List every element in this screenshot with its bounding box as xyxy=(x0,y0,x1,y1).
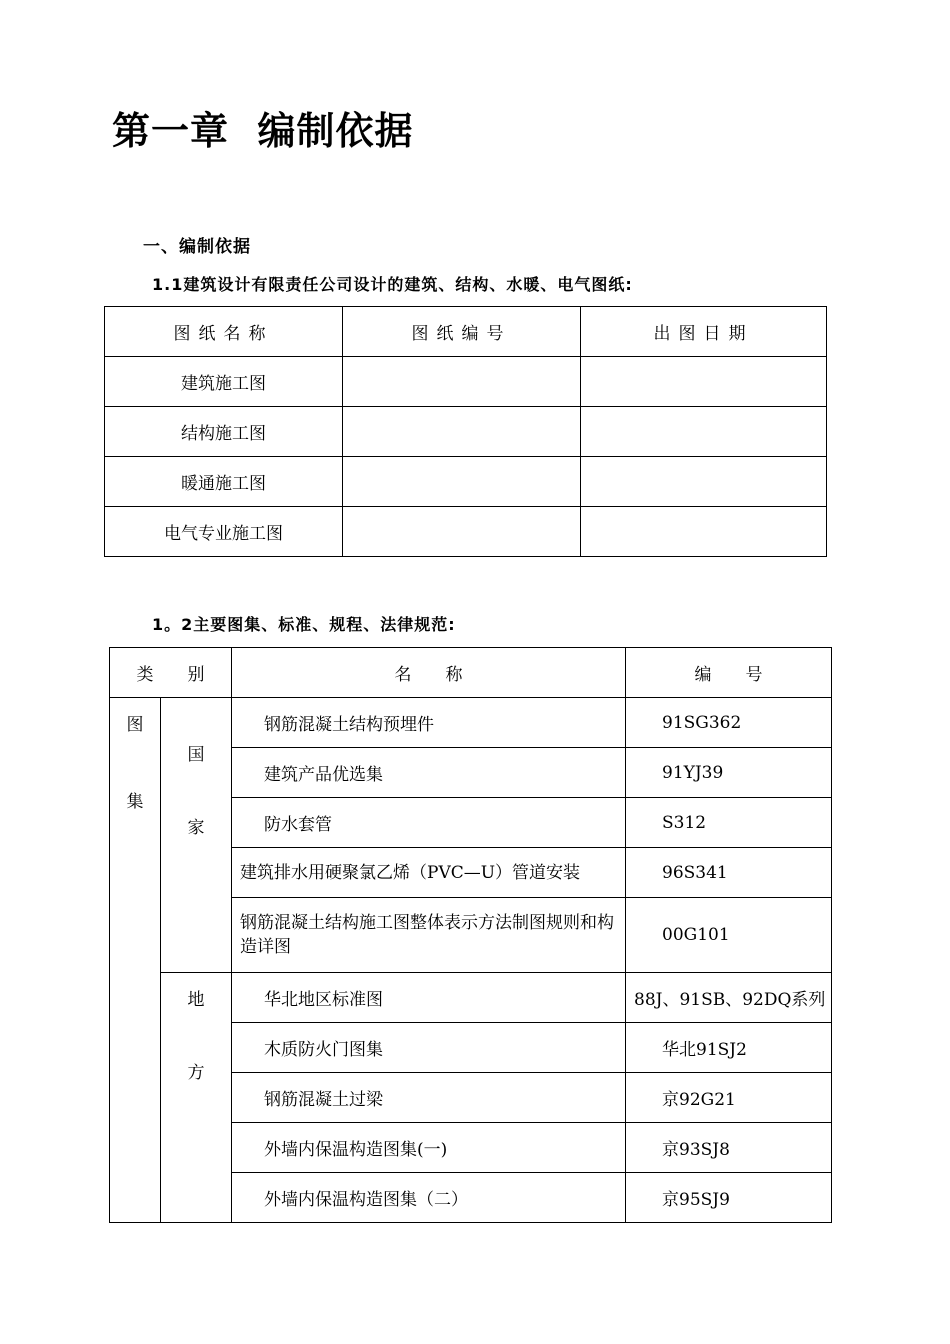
column-header: 出图日期 xyxy=(581,307,827,357)
column-header: 图纸编号 xyxy=(343,307,581,357)
national-char: 家 xyxy=(187,818,205,838)
table-row xyxy=(105,507,827,557)
standard-name: 钢筋混凝土结构预埋件 xyxy=(232,698,626,748)
category-cell xyxy=(110,698,161,1223)
column-header: 名 称 xyxy=(232,648,626,698)
drawing-name: 建筑施工图 xyxy=(105,357,343,407)
standard-code: 京95SJ9 xyxy=(626,1173,832,1223)
standard-code: 91SG362 xyxy=(626,698,832,748)
standard-name: 华北地区标准图 xyxy=(232,973,626,1023)
standard-name: 木质防火门图集 xyxy=(232,1023,626,1073)
table-header-row xyxy=(105,307,827,357)
standard-code: 京93SJ8 xyxy=(626,1123,832,1173)
local-char: 方 xyxy=(187,1063,205,1083)
standard-code: 华北91SJ2 xyxy=(626,1023,832,1073)
standard-code: S312 xyxy=(626,798,832,848)
table-row xyxy=(105,407,827,457)
category-char: 集 xyxy=(126,792,144,812)
drawing-name: 结构施工图 xyxy=(105,407,343,457)
table-row xyxy=(110,698,832,748)
drawings-table xyxy=(104,306,827,557)
standard-name: 外墙内保温构造图集(一) xyxy=(232,1123,626,1173)
drawing-date xyxy=(581,507,827,557)
drawing-number xyxy=(343,457,581,507)
standard-name: 钢筋混凝土结构施工图整体表示方法制图规则和构造详图 xyxy=(232,898,626,973)
column-header: 图纸名称 xyxy=(105,307,343,357)
national-cell xyxy=(161,698,232,973)
drawing-number xyxy=(343,507,581,557)
column-header: 类 别 xyxy=(110,648,232,698)
standards-subheading: 1。2主要图集、标准、规程、法律规范: xyxy=(152,615,456,634)
standard-name: 钢筋混凝土过梁 xyxy=(232,1073,626,1123)
drawing-date xyxy=(581,457,827,507)
drawing-date xyxy=(581,357,827,407)
standard-code: 京92G21 xyxy=(626,1073,832,1123)
table-row xyxy=(105,457,827,507)
standard-name: 建筑排水用硬聚氯乙烯（PVC—U）管道安装 xyxy=(232,848,626,898)
local-cell xyxy=(161,973,232,1223)
standard-code: 91YJ39 xyxy=(626,748,832,798)
standard-name: 建筑产品优选集 xyxy=(232,748,626,798)
standard-name: 外墙内保温构造图集（二） xyxy=(232,1173,626,1223)
drawing-number xyxy=(343,407,581,457)
table-header-row xyxy=(110,648,832,698)
standard-code: 88J、91SB、92DQ系列 xyxy=(626,973,832,1023)
drawing-date xyxy=(581,407,827,457)
drawings-subheading: 1.1建筑设计有限责任公司设计的建筑、结构、水暖、电气图纸: xyxy=(152,275,633,294)
drawing-name: 暖通施工图 xyxy=(105,457,343,507)
standard-name: 防水套管 xyxy=(232,798,626,848)
standard-code: 00G101 xyxy=(626,898,832,973)
local-char: 地 xyxy=(187,990,205,1010)
standards-table xyxy=(109,647,832,1223)
drawing-number xyxy=(343,357,581,407)
section-heading: 一、编制依据 xyxy=(143,237,251,257)
column-header: 编 号 xyxy=(626,648,832,698)
drawing-name: 电气专业施工图 xyxy=(105,507,343,557)
national-char: 国 xyxy=(187,745,205,765)
chapter-title: 第一章 编制依据 xyxy=(112,109,414,153)
standard-code: 96S341 xyxy=(626,848,832,898)
table-row xyxy=(105,357,827,407)
table-row xyxy=(110,973,832,1023)
category-char: 图 xyxy=(126,715,144,735)
